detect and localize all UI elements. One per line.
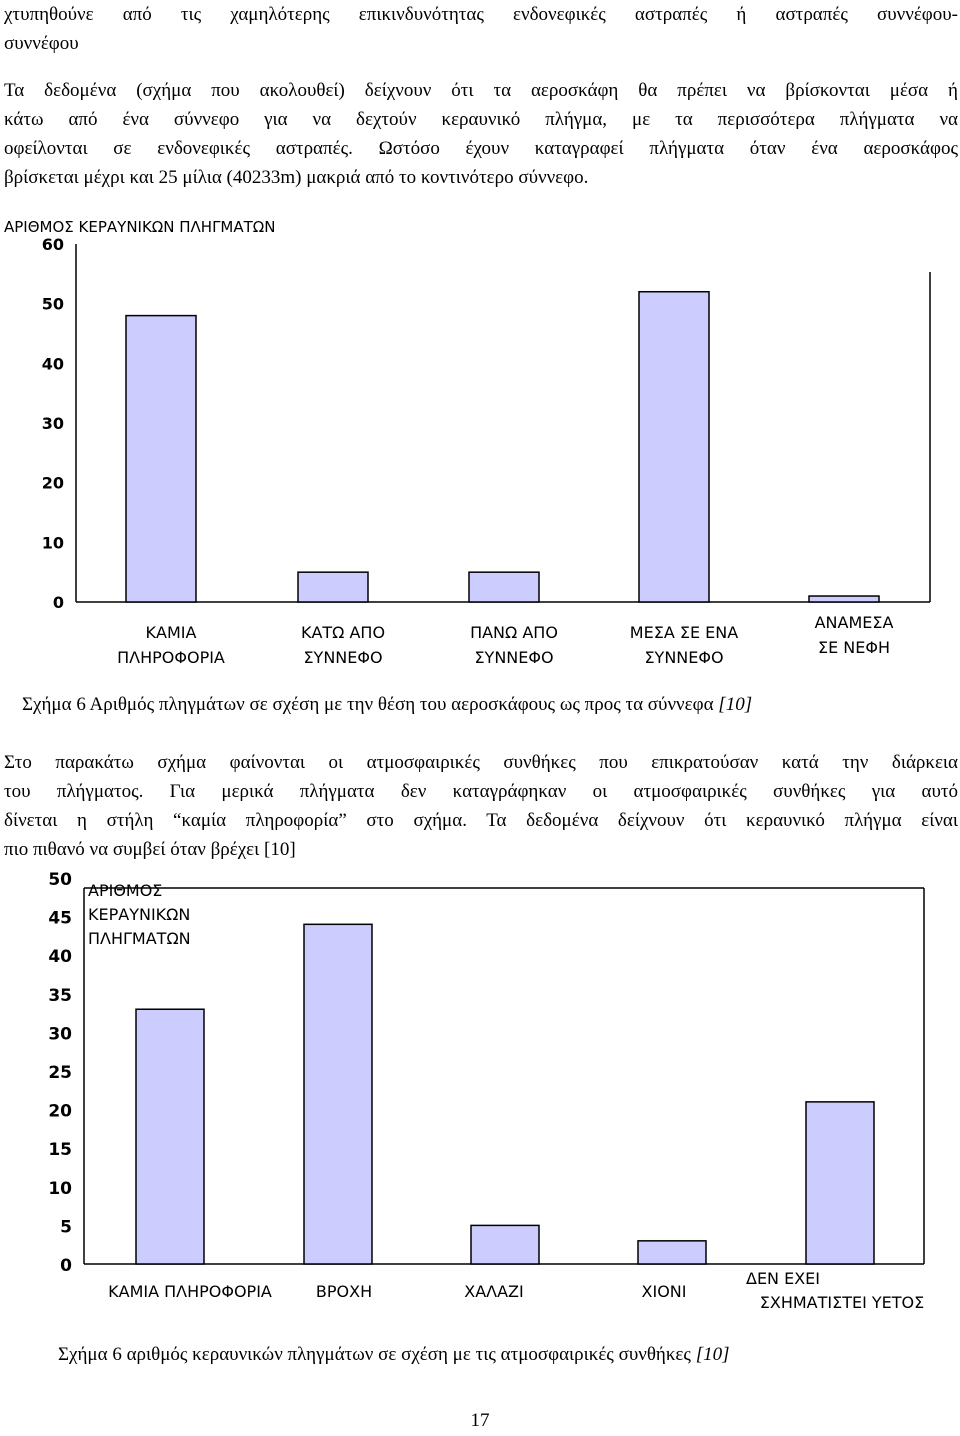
- x-tick-label: ΠΑΝΩ ΑΠΟ: [470, 623, 558, 642]
- y-tick-label: 20: [48, 1101, 72, 1122]
- paragraph-atmospheric-conditions: [4, 748, 958, 864]
- x-tick-label: ΧΑΛΑΖΙ: [464, 1282, 524, 1301]
- figure-caption-2: [58, 1344, 729, 1366]
- text-line: πιο πιθανό να συμβεί όταν βρέχει [10]: [4, 839, 296, 860]
- chart-atmospheric-conditions: [0, 862, 960, 1332]
- caption-text: Σχήμα 6 αριθμός κεραυνικών πληγμάτων σε σχέση με τις ατμοσφαιρικές συνθήκες: [58, 1344, 696, 1365]
- paragraph-aircraft-position: [4, 76, 958, 192]
- bar: [809, 596, 879, 602]
- x-tick-label: ΣΥΝΝΕΦΟ: [474, 648, 554, 667]
- chart-1-svg: [0, 210, 960, 680]
- text-line: οφείλονται σε ενδονεφικές αστραπές. Ωστόσο έχουν καταγραφεί πλήγματα όταν ένα αεροσκάφος: [4, 138, 958, 159]
- bar: [638, 1241, 706, 1264]
- bar: [469, 572, 539, 602]
- bar: [126, 316, 196, 602]
- text-line: κάτω από ένα σύννεφο για να δεχτούν κεραυνικό πλήγμα, με τα περισσότερα πλήγματα να: [4, 109, 958, 130]
- y-tick-label: 60: [41, 235, 64, 254]
- bar: [806, 1102, 874, 1264]
- x-tick-label: ΜΕΣΑ ΣΕ ΕΝΑ: [629, 623, 739, 642]
- y-tick-label: 15: [48, 1140, 72, 1161]
- x-tick-label: ΣΧΗΜΑΤΙΣΤΕΙ ΥΕΤΟΣ: [759, 1293, 925, 1312]
- page-number: 17: [470, 1410, 490, 1431]
- caption-reference: [10]: [718, 694, 753, 715]
- caption-reference: [10]: [695, 1344, 730, 1365]
- x-tick-label: ΚΑΜΙΑ ΠΛΗΡΟΦΟΡΙΑ: [108, 1282, 272, 1301]
- text-line: συννέφου: [4, 33, 79, 54]
- chart-title: ΑΡΙΘΜΟΣ ΚΕΡΑΥΝΙΚΩΝ ΠΛΗΓΜΑΤΩΝ: [4, 218, 276, 236]
- y-tick-label: 50: [41, 294, 64, 314]
- bar: [304, 924, 372, 1264]
- bar: [471, 1225, 539, 1264]
- text-line: του πλήγματος. Για μερικά πλήγματα δεν καταγράφηκαν οι ατμοσφαιρικές συνθήκες για αυτό: [4, 781, 958, 802]
- y-tick-label: 10: [48, 1178, 72, 1199]
- text-line: βρίσκεται μέχρι και 25 μίλια (40233m) μακριά από το κοντινότερο σύννεφο.: [4, 167, 589, 188]
- x-tick-label: ΒΡΟΧΗ: [315, 1282, 373, 1301]
- bar: [136, 1009, 204, 1264]
- y-tick-label: 5: [60, 1217, 72, 1238]
- chart-title-line: ΠΛΗΓΜΑΤΩΝ: [88, 929, 191, 948]
- text-line: Τα δεδομένα (σχήμα που ακολουθεί) δείχνουν ότι τα αεροσκάφη θα πρέπει να βρίσκονται μέσα ή: [4, 80, 958, 101]
- y-tick-label: 20: [41, 473, 64, 493]
- paragraph-continued: [4, 0, 958, 58]
- y-tick-label: 0: [60, 1256, 72, 1276]
- y-tick-label: 45: [48, 908, 72, 929]
- y-tick-label: 30: [41, 414, 64, 433]
- y-tick-label: 25: [48, 1063, 72, 1083]
- y-tick-label: 0: [52, 593, 64, 612]
- bar: [639, 292, 709, 602]
- x-tick-label: ΑΝΑΜΕΣΑ: [814, 613, 894, 632]
- y-tick-label: 40: [41, 354, 64, 374]
- x-tick-label: ΧΙΟΝΙ: [641, 1282, 687, 1301]
- y-tick-label: 30: [48, 1024, 72, 1045]
- y-tick-label: 35: [48, 985, 72, 1006]
- text-line: χτυπηθούνε από τις χαμηλότερης επικινδυνότητας ενδονεφικές αστραπές ή αστραπές συννέφου-: [4, 4, 958, 25]
- x-tick-label: ΠΛΗΡΟΦΟΡΙΑ: [117, 648, 225, 667]
- x-tick-label: ΚΑΜΙΑ: [145, 623, 197, 642]
- x-tick-label: ΣΥΝΝΕΦΟ: [303, 648, 383, 667]
- chart-title-line: ΚΕΡΑΥΝΙΚΩΝ: [88, 905, 191, 924]
- chart-position-vs-clouds: [0, 210, 960, 680]
- text-line: δίνεται η στήλη “καμία πληροφορία” στο σχήμα. Τα δεδομένα δείχνουν ότι κεραυνικό πλήγμα είναι: [4, 810, 958, 831]
- x-tick-label: ΚΑΤΩ ΑΠΟ: [300, 623, 386, 642]
- caption-text: Σχήμα 6 Αριθμός πληγμάτων σε σχέση με την θέση του αεροσκάφους ως προς τα σύννεφα: [22, 694, 719, 715]
- text-line: Στο παρακάτω σχήμα φαίνονται οι ατμοσφαιρικές συνθήκες που επικρατούσαν κατά την διάρκεια: [4, 752, 958, 773]
- x-tick-label: ΣΕ ΝΕΦΗ: [817, 638, 891, 657]
- x-tick-label: ΔΕΝ ΕΧΕΙ: [746, 1269, 821, 1288]
- bar: [298, 572, 368, 602]
- chart-2-svg: [0, 862, 960, 1332]
- x-tick-label: ΣΥΝΝΕΦΟ: [644, 648, 724, 667]
- y-tick-label: 50: [48, 870, 72, 890]
- y-tick-label: 40: [48, 947, 72, 968]
- y-tick-label: 10: [41, 533, 64, 553]
- figure-caption-1: [22, 694, 752, 716]
- chart-title-line: ΑΡΙΘΜΟΣ: [88, 881, 163, 900]
